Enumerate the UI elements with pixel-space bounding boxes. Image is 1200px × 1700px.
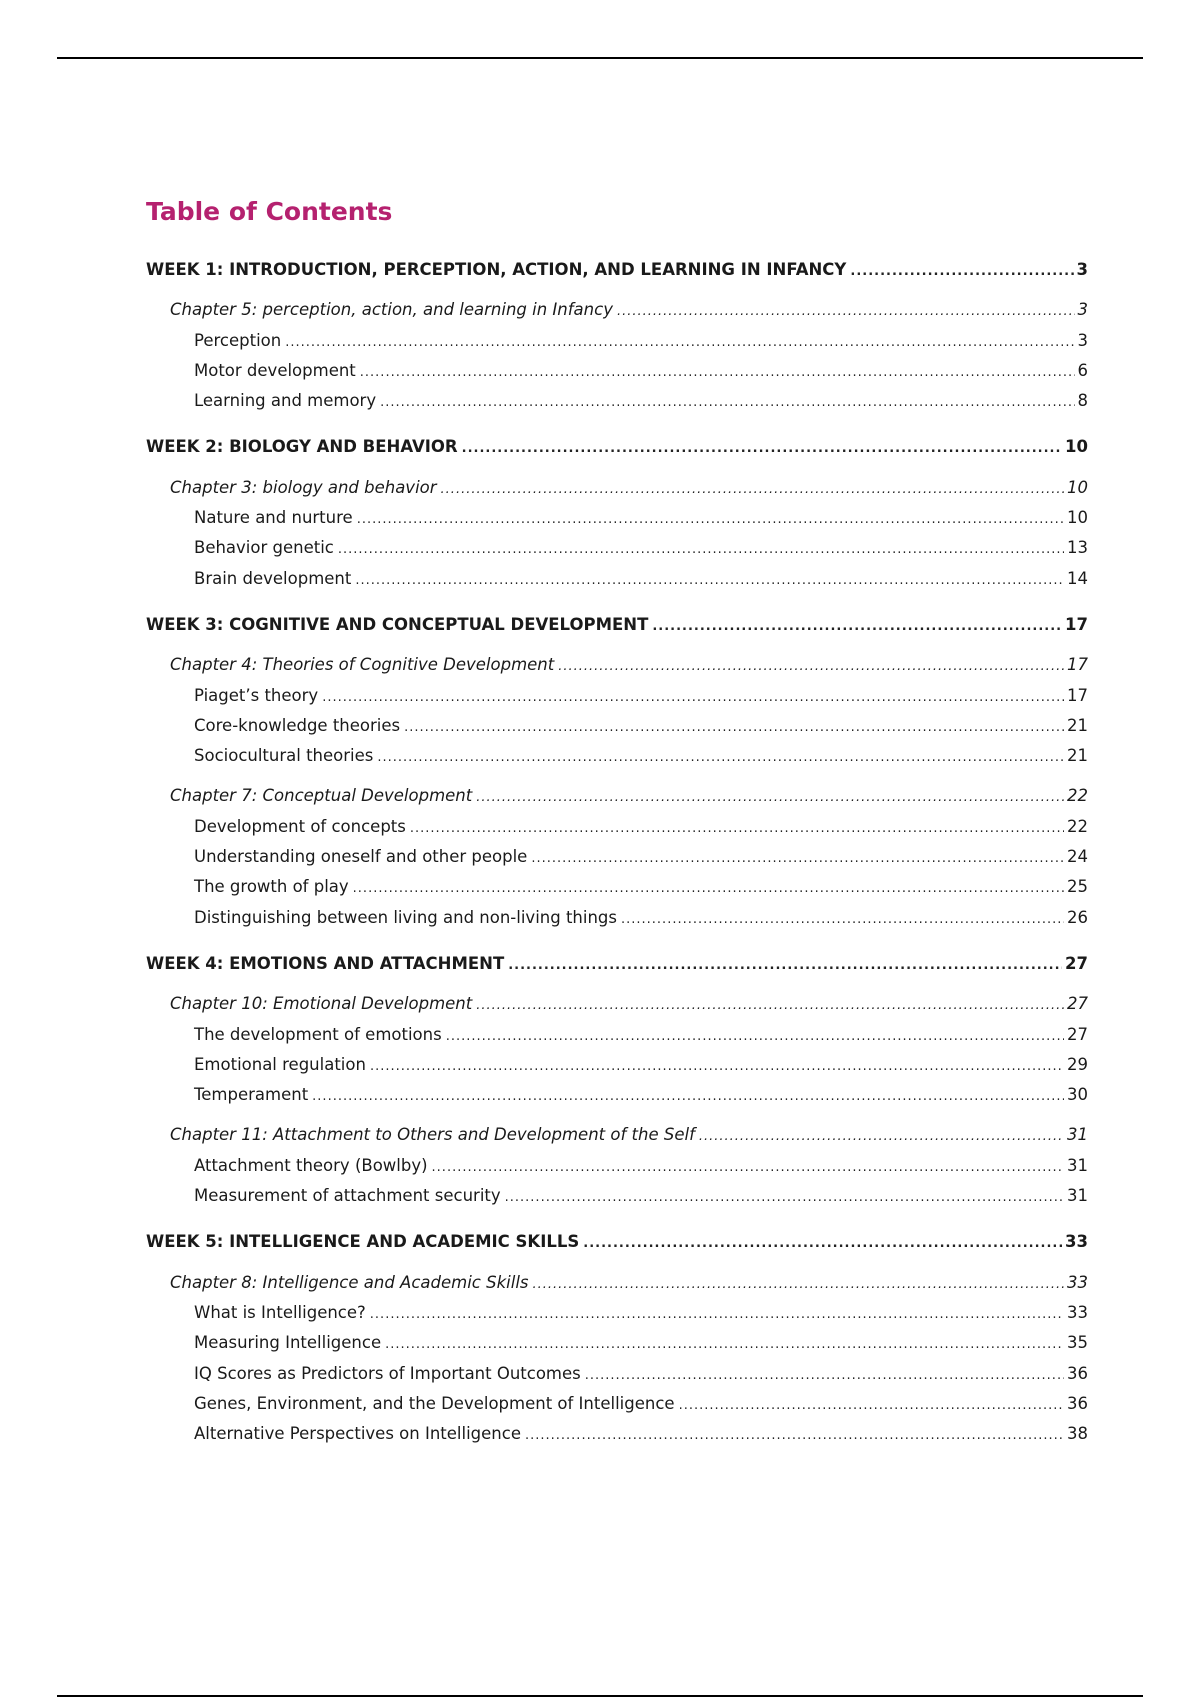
toc-week-entry[interactable] (146, 950, 1088, 980)
toc-section-entry-page-number: 35 (1067, 1333, 1088, 1353)
toc-section-entry-label: IQ Scores as Predictors of Important Outcomes (194, 1363, 581, 1383)
dot-leader (699, 1123, 1064, 1151)
toc-section-entry-label: Attachment theory (Bowlby) (194, 1155, 428, 1175)
dot-leader (338, 536, 1064, 564)
toc-section-entry-page-number: 30 (1067, 1085, 1088, 1105)
toc-section-entry-page-number: 13 (1067, 538, 1088, 558)
week-block (146, 950, 1088, 1212)
toc-section-entry-page-number: 26 (1067, 907, 1088, 927)
toc-section-entry-label: The development of emotions (194, 1024, 442, 1044)
toc-chapter-entry-label: Chapter 10: Emotional Development (170, 994, 473, 1014)
dot-leader (432, 1154, 1064, 1182)
toc-section-entry[interactable] (146, 387, 1088, 417)
toc-section-entry-page-number: 31 (1067, 1186, 1088, 1206)
toc-week-entry-page-number: 27 (1065, 953, 1088, 973)
toc-week-entry-label: WEEK 2: BIOLOGY AND BEHAVIOR (146, 437, 458, 457)
toc-chapter-entry-label: Chapter 5: perception, action, and learning in Infancy (170, 300, 613, 320)
dot-leader (385, 1331, 1064, 1359)
toc-section-entry-page-number: 3 (1077, 330, 1088, 350)
dot-leader (583, 1230, 1062, 1258)
toc-chapter-entry[interactable] (146, 1121, 1088, 1151)
toc-chapter-entry-page-number: 33 (1067, 1272, 1088, 1292)
dot-leader (377, 744, 1064, 772)
toc-section-entry-label: What is Intelligence? (194, 1302, 366, 1322)
dot-leader (508, 952, 1062, 980)
toc-section-entry-label: Learning and memory (194, 391, 377, 411)
dot-leader (446, 1023, 1064, 1051)
toc-section-entry[interactable] (146, 1182, 1088, 1212)
week-block (146, 1228, 1088, 1450)
dot-leader (679, 1392, 1064, 1420)
dot-leader (312, 1083, 1064, 1111)
toc-section-entry-label: Brain development (194, 568, 352, 588)
dot-leader (585, 1362, 1064, 1390)
toc-week-entry-label: WEEK 4: EMOTIONS AND ATTACHMENT (146, 953, 505, 973)
toc-section-entry-page-number: 38 (1067, 1424, 1088, 1444)
toc-section-entry[interactable] (146, 327, 1088, 357)
dot-leader (476, 784, 1064, 812)
toc-section-entry[interactable] (146, 1152, 1088, 1182)
week-block (146, 256, 1088, 417)
dot-leader (285, 329, 1074, 357)
toc-section-entry-label: Piaget’s theory (194, 685, 319, 705)
toc-section-entry-label: Understanding oneself and other people (194, 847, 528, 867)
toc-week-entry-label: WEEK 5: INTELLIGENCE AND ACADEMIC SKILLS (146, 1232, 580, 1252)
dot-leader (621, 906, 1064, 934)
week-block (146, 611, 1088, 934)
week-block (146, 433, 1088, 594)
toc-chapter-entry-label: Chapter 11: Attachment to Others and Development of the Self (170, 1125, 695, 1145)
toc-section-entry-page-number: 31 (1067, 1155, 1088, 1175)
toc-section-entry[interactable] (146, 873, 1088, 903)
toc-chapter-entry[interactable] (146, 474, 1088, 504)
toc-section-entry[interactable] (146, 1420, 1088, 1450)
toc-section-entry-page-number: 25 (1067, 877, 1088, 897)
toc-chapter-entry[interactable] (146, 296, 1088, 326)
toc-section-entry-page-number: 27 (1067, 1024, 1088, 1044)
dot-leader (652, 613, 1062, 641)
toc-section-entry[interactable] (146, 1021, 1088, 1051)
toc-chapter-entry-page-number: 3 (1077, 300, 1088, 320)
toc-chapter-entry-label: Chapter 3: biology and behavior (170, 477, 437, 497)
toc-week-entry-label: WEEK 3: COGNITIVE AND CONCEPTUAL DEVELOPMENT (146, 614, 649, 634)
dot-leader (525, 1422, 1064, 1450)
dot-leader (370, 1053, 1064, 1081)
dot-leader (476, 992, 1064, 1020)
toc-section-entry-page-number: 21 (1067, 715, 1088, 735)
header-rule (57, 57, 1143, 59)
toc-section-entry-page-number: 33 (1067, 1302, 1088, 1322)
toc-section-entry-label: Core-knowledge theories (194, 715, 401, 735)
toc-section-entry[interactable] (146, 357, 1088, 387)
toc-week-entry-page-number: 10 (1065, 437, 1088, 457)
toc-chapter-entry-label: Chapter 8: Intelligence and Academic Skills (170, 1272, 529, 1292)
toc-week-entry[interactable] (146, 256, 1088, 286)
toc-section-entry-label: Genes, Environment, and the Development of Intelligence (194, 1393, 675, 1413)
toc-section-entry[interactable] (146, 565, 1088, 595)
dot-leader (404, 714, 1064, 742)
toc-chapter-entry[interactable] (146, 1269, 1088, 1299)
dot-leader (462, 435, 1062, 463)
toc-section-entry-page-number: 21 (1067, 746, 1088, 766)
toc-section-entry[interactable] (146, 534, 1088, 564)
dot-leader (505, 1184, 1064, 1212)
toc-section-entry-page-number: 36 (1067, 1393, 1088, 1413)
toc-chapter-entry[interactable] (146, 651, 1088, 681)
toc-chapter-entry[interactable] (146, 782, 1088, 812)
toc-chapter-entry-page-number: 22 (1067, 786, 1088, 806)
toc-chapter-entry[interactable] (146, 990, 1088, 1020)
toc-section-entry-label: Nature and nurture (194, 508, 353, 528)
toc-section-entry[interactable] (146, 742, 1088, 772)
toc-week-entry-label: WEEK 1: INTRODUCTION, PERCEPTION, ACTION, AND LEARNING IN INFANCY (146, 260, 847, 279)
dot-leader (357, 506, 1064, 534)
toc-section-entry[interactable] (146, 1081, 1088, 1111)
toc-section-entry[interactable] (146, 1051, 1088, 1081)
toc-section-entry-page-number: 10 (1067, 508, 1088, 528)
toc-section-entry-label: Alternative Perspectives on Intelligence (194, 1424, 521, 1444)
toc-section-entry[interactable] (146, 1360, 1088, 1390)
toc-section-entry-label: Measurement of attachment security (194, 1186, 501, 1206)
toc-section-entry-label: Perception (194, 330, 282, 350)
footer-rule (57, 1695, 1143, 1697)
dot-leader (360, 359, 1075, 387)
toc-chapter-entry-page-number: 27 (1067, 994, 1088, 1014)
toc-week-entry[interactable] (146, 1228, 1088, 1258)
toc-chapter-entry-page-number: 10 (1067, 477, 1088, 497)
toc-section-entry[interactable] (146, 1329, 1088, 1359)
dot-leader (617, 298, 1075, 326)
toc-section-entry-page-number: 22 (1067, 816, 1088, 836)
toc-section-entry-page-number: 17 (1067, 685, 1088, 705)
toc-section-entry[interactable] (146, 1299, 1088, 1329)
page-title: Table of Contents (146, 197, 393, 226)
toc-section-entry-label: The growth of play (194, 877, 349, 897)
toc-section-entry-label: Development of concepts (194, 816, 406, 836)
toc-section-entry-page-number: 24 (1067, 847, 1088, 867)
toc-week-entry-page-number: 33 (1065, 1232, 1088, 1252)
toc-chapter-entry-label: Chapter 4: Theories of Cognitive Development (170, 655, 555, 675)
toc-section-entry-label: Temperament (194, 1085, 309, 1105)
dot-leader (353, 875, 1064, 903)
dot-leader (558, 653, 1064, 681)
toc-section-entry-page-number: 14 (1067, 568, 1088, 588)
dot-leader (322, 684, 1064, 712)
dot-leader (533, 1271, 1065, 1299)
toc-section-entry[interactable] (146, 682, 1088, 712)
dot-leader (410, 815, 1064, 843)
dot-leader (355, 567, 1064, 595)
toc-section-entry-page-number: 36 (1067, 1363, 1088, 1383)
dot-leader (441, 476, 1064, 504)
toc-section-entry[interactable] (146, 504, 1088, 534)
toc-chapter-entry-page-number: 31 (1067, 1125, 1088, 1145)
toc-week-entry[interactable] (146, 611, 1088, 641)
toc-section-entry[interactable] (146, 1390, 1088, 1420)
dot-leader (380, 389, 1074, 417)
toc-section-entry-label: Measuring Intelligence (194, 1333, 382, 1353)
toc-chapter-entry-label: Chapter 7: Conceptual Development (170, 786, 473, 806)
toc-section-entry[interactable] (146, 712, 1088, 742)
toc-section-entry-label: Distinguishing between living and non-living things (194, 907, 617, 927)
toc-week-entry[interactable] (146, 433, 1088, 463)
toc-section-entry-page-number: 6 (1077, 360, 1088, 380)
dot-leader (531, 845, 1064, 873)
dot-leader (850, 258, 1073, 286)
toc-section-entry-label: Sociocultural theories (194, 746, 374, 766)
toc-chapter-entry-page-number: 17 (1067, 655, 1088, 675)
toc-section-entry-label: Behavior genetic (194, 538, 334, 558)
toc-section-entry[interactable] (146, 813, 1088, 843)
table-of-contents (146, 256, 1088, 1450)
toc-section-entry-page-number: 29 (1067, 1054, 1088, 1074)
toc-week-entry-page-number: 17 (1065, 614, 1088, 634)
toc-section-entry-label: Emotional regulation (194, 1054, 366, 1074)
toc-week-entry-page-number: 3 (1076, 260, 1088, 279)
toc-section-entry-label: Motor development (194, 360, 356, 380)
toc-section-entry[interactable] (146, 843, 1088, 873)
toc-section-entry[interactable] (146, 904, 1088, 934)
dot-leader (370, 1301, 1064, 1329)
toc-section-entry-page-number: 8 (1077, 391, 1088, 411)
